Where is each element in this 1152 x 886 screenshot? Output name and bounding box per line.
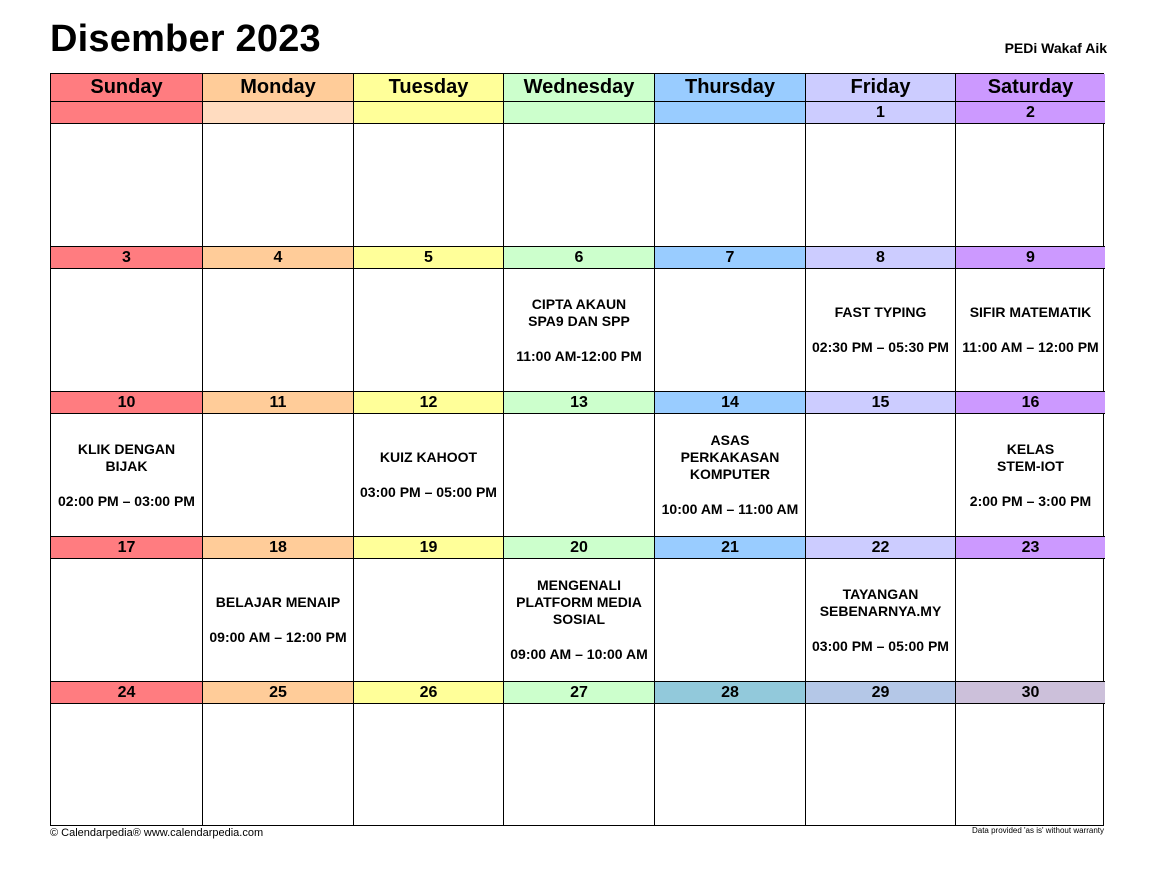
day-cell[interactable] (51, 101, 202, 246)
event[interactable] (504, 559, 654, 681)
weekday-sunday: Sunday (51, 74, 202, 101)
week-row (51, 246, 1103, 391)
day-number: 1 (806, 102, 955, 124)
day-cell[interactable] (353, 681, 503, 826)
day-cell[interactable] (654, 681, 805, 826)
day-cell[interactable] (805, 681, 955, 826)
day-number: 18 (203, 537, 353, 559)
event-title: KELAS STEM-IOT (997, 440, 1064, 474)
event[interactable] (806, 559, 955, 681)
day-number: 29 (806, 682, 955, 704)
day-cell[interactable] (202, 101, 353, 246)
week-row (51, 536, 1103, 681)
event-title: KUIZ KAHOOT (379, 449, 478, 465)
weekday-monday: Monday (202, 74, 353, 101)
event-time: 02:30 PM – 05:30 PM (812, 339, 949, 355)
day-cell[interactable] (654, 391, 805, 536)
weekday-thursday: Thursday (654, 74, 805, 101)
day-cell[interactable] (353, 536, 503, 681)
day-number: 15 (806, 392, 955, 414)
day-cell[interactable] (805, 246, 955, 391)
day-cell[interactable] (353, 391, 503, 536)
event-title: TAYANGAN SEBENARNYA.MY (819, 585, 942, 619)
day-number: 21 (655, 537, 805, 559)
event-time: 09:00 AM – 12:00 PM (209, 629, 347, 645)
event-title: CIPTA AKAUN SPA9 DAN SPP (528, 295, 630, 329)
day-cell[interactable] (503, 101, 654, 246)
event[interactable] (956, 414, 1105, 536)
weekday-saturday: Saturday (955, 74, 1105, 101)
event-time: 2:00 PM – 3:00 PM (969, 492, 1092, 509)
event-title: SIFIR MATEMATIK (969, 304, 1092, 320)
day-number (203, 102, 353, 124)
day-number: 8 (806, 247, 955, 269)
calendar-grid (50, 73, 1104, 826)
day-number (51, 102, 202, 124)
weekday-tuesday: Tuesday (353, 74, 503, 101)
day-cell[interactable] (805, 101, 955, 246)
day-cell[interactable] (202, 391, 353, 536)
day-cell[interactable] (51, 536, 202, 681)
day-number (354, 102, 503, 124)
event-title: FAST TYPING (834, 304, 927, 320)
weekday-friday: Friday (805, 74, 955, 101)
weekday-wednesday: Wednesday (503, 74, 654, 101)
day-number: 2 (956, 102, 1105, 124)
event-time: 09:00 AM – 10:00 AM (510, 646, 648, 662)
day-cell[interactable] (51, 681, 202, 826)
day-cell[interactable] (503, 536, 654, 681)
event-time: 02:00 PM – 03:00 PM (58, 492, 195, 509)
week-row (51, 681, 1103, 826)
day-cell[interactable] (202, 681, 353, 826)
day-cell[interactable] (955, 536, 1105, 681)
day-cell[interactable] (51, 246, 202, 391)
day-cell[interactable] (955, 681, 1105, 826)
footer-credit: © Calendarpedia® www.calendarpedia.com (50, 827, 264, 839)
day-cell[interactable] (202, 246, 353, 391)
day-number: 16 (956, 392, 1105, 414)
day-cell[interactable] (503, 246, 654, 391)
day-cell[interactable] (955, 246, 1105, 391)
event[interactable] (806, 269, 955, 391)
event-time: 11:00 AM-12:00 PM (516, 347, 642, 364)
event-title: BELAJAR MENAIP (215, 594, 341, 610)
day-number: 23 (956, 537, 1105, 559)
week-row (51, 101, 1103, 246)
day-number: 28 (655, 682, 805, 704)
day-number (655, 102, 805, 124)
day-number: 12 (354, 392, 503, 414)
week-row (51, 391, 1103, 536)
day-number: 22 (806, 537, 955, 559)
event[interactable] (956, 269, 1105, 391)
footer-disclaimer: Data provided 'as is' without warranty (971, 826, 1104, 835)
event-title: KLIK DENGAN BIJAK (77, 440, 176, 474)
day-number: 4 (203, 247, 353, 269)
day-number: 3 (51, 247, 202, 269)
day-cell[interactable] (654, 536, 805, 681)
event-time: 03:00 PM – 05:00 PM (360, 484, 497, 500)
day-cell[interactable] (654, 246, 805, 391)
day-cell[interactable] (51, 391, 202, 536)
day-cell[interactable] (805, 391, 955, 536)
event-time: 10:00 AM – 11:00 AM (661, 501, 799, 517)
day-number: 5 (354, 247, 503, 269)
day-cell[interactable] (353, 101, 503, 246)
day-cell[interactable] (955, 391, 1105, 536)
event[interactable] (655, 414, 805, 536)
day-number: 25 (203, 682, 353, 704)
day-cell[interactable] (503, 681, 654, 826)
day-number: 27 (504, 682, 654, 704)
day-number (504, 102, 654, 124)
event[interactable] (354, 414, 503, 536)
event[interactable] (203, 559, 353, 681)
day-number: 10 (51, 392, 202, 414)
day-cell[interactable] (805, 536, 955, 681)
day-number: 19 (354, 537, 503, 559)
day-number: 30 (956, 682, 1105, 704)
day-number: 26 (354, 682, 503, 704)
event-title: MENGENALI PLATFORM MEDIA SOSIAL (516, 577, 642, 627)
event-title: ASAS PERKAKASAN KOMPUTER (680, 432, 780, 482)
day-number: 20 (504, 537, 654, 559)
day-number: 17 (51, 537, 202, 559)
day-number: 6 (504, 247, 654, 269)
day-number: 14 (655, 392, 805, 414)
event-time: 11:00 AM – 12:00 PM (962, 339, 1099, 355)
day-cell[interactable] (353, 246, 503, 391)
day-cell[interactable] (654, 101, 805, 246)
page-title: Disember 2023 (50, 18, 321, 60)
day-number: 13 (504, 392, 654, 414)
day-cell[interactable] (503, 391, 654, 536)
event[interactable] (51, 414, 202, 536)
day-number: 9 (956, 247, 1105, 269)
event-time: 03:00 PM – 05:00 PM (812, 637, 949, 654)
day-cell[interactable] (202, 536, 353, 681)
day-number: 7 (655, 247, 805, 269)
event[interactable] (504, 269, 654, 391)
organization-name: PEDi Wakaf Aik (1004, 40, 1107, 56)
weekday-header (51, 74, 1103, 101)
day-cell[interactable] (955, 101, 1105, 246)
day-number: 11 (203, 392, 353, 414)
day-number: 24 (51, 682, 202, 704)
